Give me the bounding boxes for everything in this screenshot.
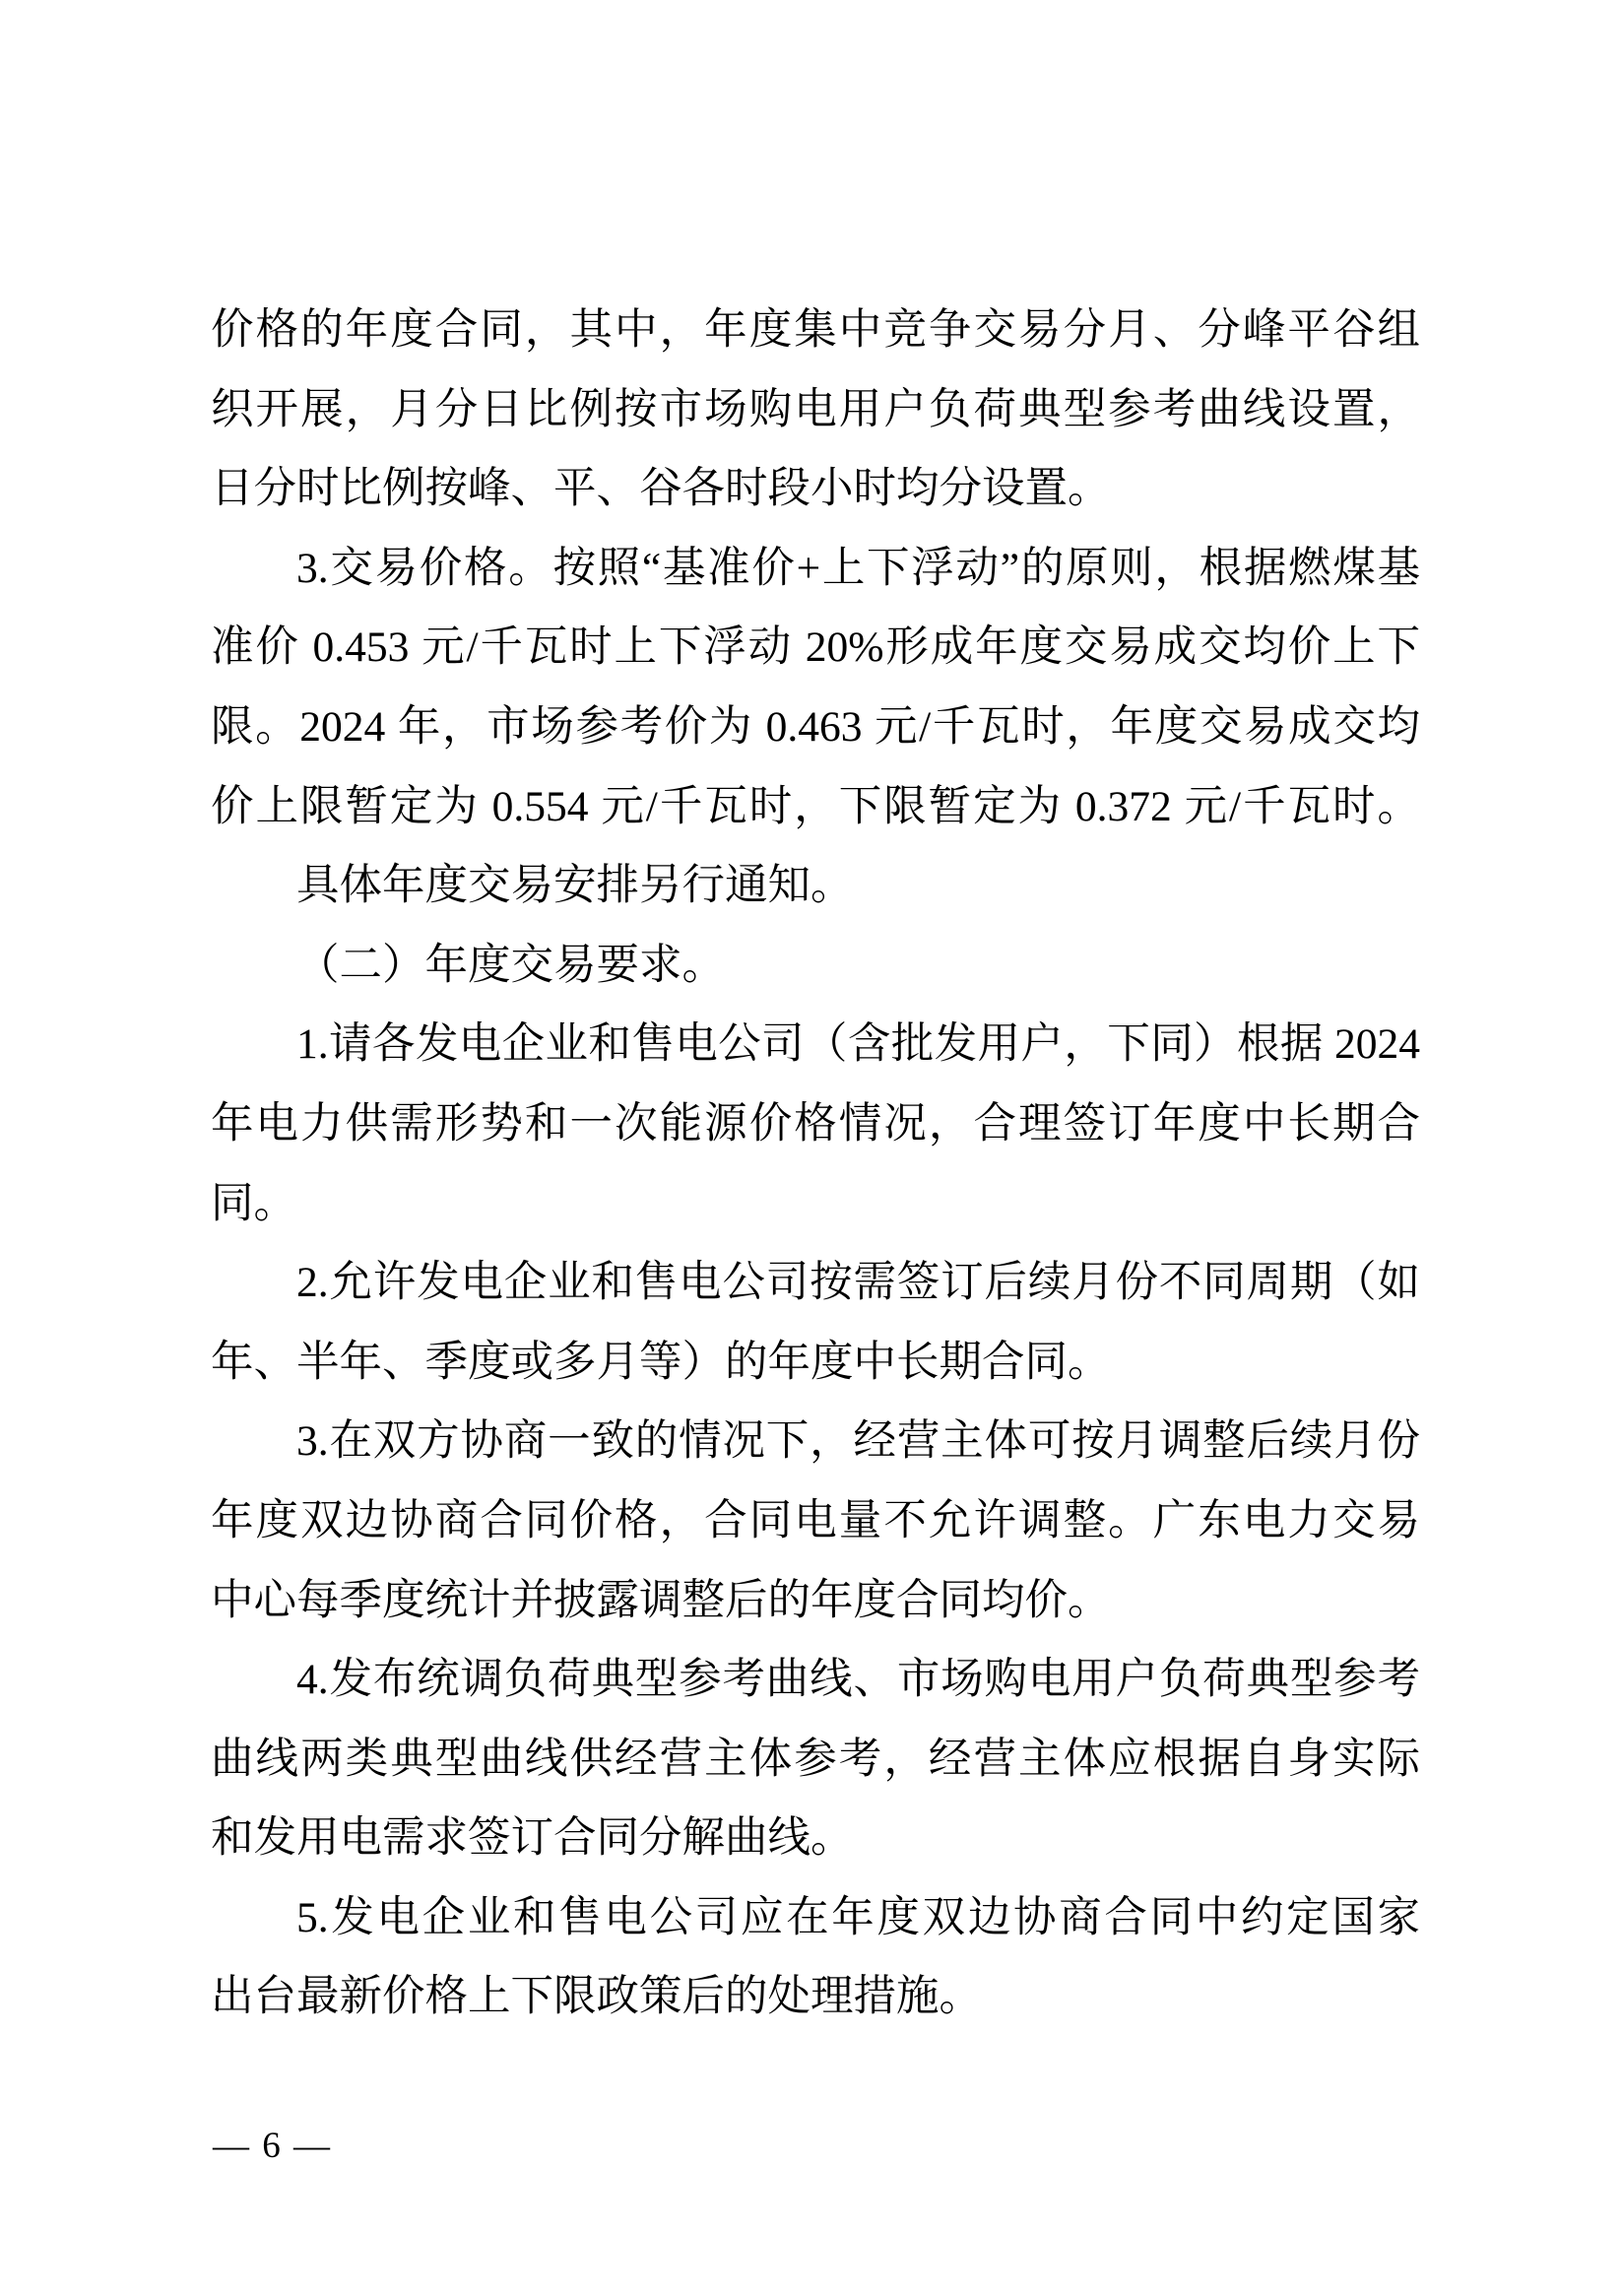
text-line: （二）年度交易要求。	[296, 941, 725, 989]
text-line: 准价 0.453 元/千瓦时上下浮动 20%形成年度交易成交均价上下	[211, 623, 1420, 672]
text-line: 1.请各发电企业和售电公司（含批发用户，下同）根据 2024	[296, 1020, 1420, 1069]
text-line: 中心每季度统计并披露调整后的年度合同均价。	[211, 1576, 1111, 1624]
text-line: 具体年度交易安排另行通知。	[296, 862, 854, 910]
text-line: 价格的年度合同，其中，年度集中竞争交易分月、分峰平谷组	[211, 306, 1420, 354]
text-line: 年电力供需形势和一次能源价格情况，合理签订年度中长期合	[211, 1099, 1420, 1148]
text-line: 织开展，月分日比例按市场购电用户负荷典型参考曲线设置，	[211, 385, 1420, 433]
text-line: 年度双边协商合同价格，合同电量不允许调整。广东电力交易	[211, 1496, 1420, 1544]
text-line: 日分时比例按峰、平、谷各时段小时均分设置。	[211, 465, 1111, 513]
text-line: 同。	[211, 1179, 296, 1227]
text-line: 2.允许发电企业和售电公司按需签订后续月份不同周期（如	[296, 1259, 1420, 1307]
text-line: 4.发布统调负荷典型参考曲线、市场购电用户负荷典型参考	[296, 1656, 1420, 1704]
text-line: 3.交易价格。按照“基准价+上下浮动”的原则，根据燃煤基	[296, 544, 1420, 592]
text-line: 限。2024 年，市场参考价为 0.463 元/千瓦时，年度交易成交均	[211, 702, 1420, 751]
text-line: 出台最新价格上下限政策后的处理措施。	[211, 1973, 982, 2021]
text-line: 曲线两类典型曲线供经营主体参考，经营主体应根据自身实际	[211, 1735, 1420, 1783]
text-line: 5.发电企业和售电公司应在年度双边协商合同中约定国家	[296, 1893, 1420, 1941]
text-line: 和发用电需求签订合同分解曲线。	[211, 1814, 854, 1863]
document-body	[211, 291, 1420, 2037]
text-line: 年、半年、季度或多月等）的年度中长期合同。	[211, 1338, 1111, 1386]
text-line: 价上限暂定为 0.554 元/千瓦时，下限暂定为 0.372 元/千瓦时。	[211, 782, 1420, 830]
page-number: — 6 —	[213, 2126, 332, 2166]
page-footer	[213, 2126, 332, 2167]
text-line: 3.在双方协商一致的情况下，经营主体可按月调整后续月份	[296, 1417, 1420, 1466]
